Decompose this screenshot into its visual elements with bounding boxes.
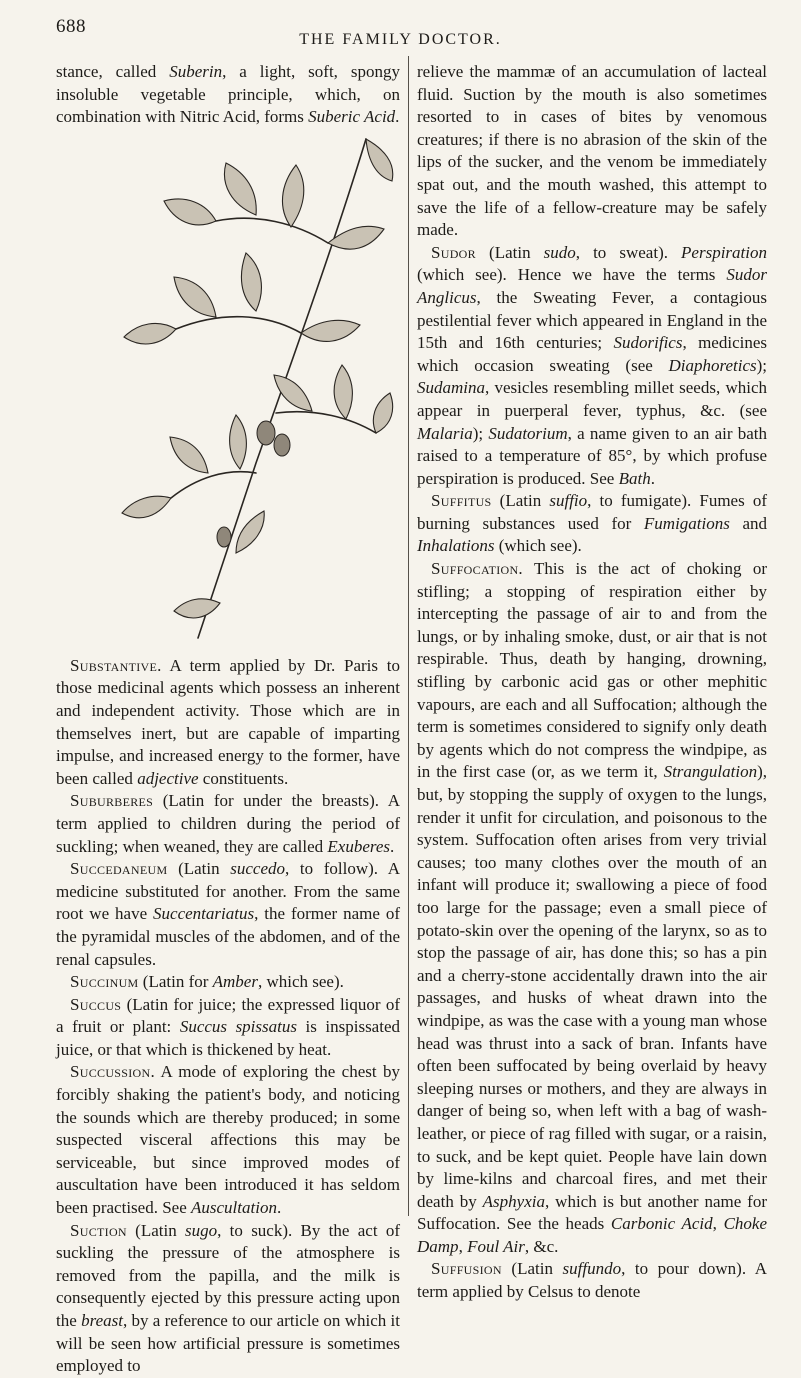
entry-suffocation: Suffocation. This is the act of choking or stifling; a stopping of respiration either by intercepting the passage of air to and from the lungs, or by inhaling smoke, dust, or air that is not respirable. Thus, death by hanging, drowning, stifling by carbonic acid gas or other mephitic vapours, are each and all Suffocation; although the term is sometimes considered to signify only death by agents which do not compress the windpipe, as in the first case (or, as we term it, Strangulation), but, by stopping the supply of oxygen to the lungs, render it unfit for circulation, and poisonous to the system. Suffocation often arises from very trivial causes; too many clothes over the mouth of an infant will produce it; swallowing a piece of food too large for the passage; even a small piece of potato-skin over the opening of the larynx, so as to stop the passage of air, has done this; so has a pin and a cherry-stone accidentally drawn into the air passages, and husks of wheat drawn into the windpipe, as was the case with a young man whose head was thrust into a sack of bran. Infants have often been suffocated by being overlaid by heavy sleeping nurses or mothers, and they are always in danger of being so, when left with a bag of wash-leather, or piece of rag filled with sugar, or a raisin, to suck, and be kept quiet. People have lain down by lime-kilns and charcoal fires, and met their death by Asphyxia, which is but another name for Suffocation. See the heads Carbonic Acid, Choke Damp, Foul Air, &c. [417, 559, 768, 1256]
entry-suffusion: Suffusion (Latin suffundo, to pour down). A term applied by Celsus to denote [417, 1259, 767, 1302]
entry-suffitus: Suffitus (Latin suffio, to fumigate). Fumes of burning substances used for Fumigations and Inhalations (which see). [417, 491, 768, 556]
running-title: THE FAMILY DOCTOR. [299, 31, 502, 48]
column-divider [408, 56, 409, 1216]
left-column [56, 61, 400, 1378]
paragraph-suberin: stance, called Suberin, a light, soft, spongy insoluble vegetable principle, which, on combination with Nitric Acid, forms Suberic Acid. [56, 62, 400, 127]
cork-oak-branch-illustration [116, 133, 400, 649]
page-number: 688 [56, 16, 86, 37]
right-column [417, 61, 767, 1304]
entry-succussion: Succussion. A mode of exploring the chest by forcibly shaking the patient's body, and noticing the sounds which are thereby produced; in some suspected visceral affections this may be serviceable, but since improved modes of auscultation have been introduced it has seldom been practised. See Auscultation. [56, 1062, 400, 1218]
entry-suburberes: Suburberes (Latin for under the breasts). A term applied to children during the period of suckling; when weaned, they are called Exuberes. [56, 791, 400, 856]
entry-succinum: Succinum (Latin for Amber, which see). [70, 972, 344, 992]
entry-substantive: Substantive. A term applied by Dr. Paris to those medicinal agents which possess an inherent and independent activity. Those which are in themselves inert, but are capable of imparting impulse, and increased energy to the former, have been called adjective constituents. [56, 655, 400, 788]
entry-succus: Succus (Latin for juice; the expressed liquor of a fruit or plant: Succus spissatus is inspissated juice, or that which is thickened by heat. [56, 994, 400, 1059]
entry-sudor: Sudor (Latin sudo, to sweat). Perspiration (which see). Hence we have the terms Sudor Anglicus, the Sweating Fever, a contagious pestilential fever which appeared in England in the 15th and 16th centuries; Sudorifics, medicines which occasion sweating (see Diaphoretics); Sudamina, vesicles resembling millet seeds, which appear in puerperal fever, typhus, &c. (see Malaria); Sudatorium, a name given to an air bath raised to a temperature of 85°, by which profuse perspiration is produced. See Bath. [417, 242, 767, 488]
paragraph-suction-continued: relieve the mammæ of an accumulation of lacteal fluid. Suction by the mouth is also sometimes resorted to in cases of bites by venomous creatures; if there is no abrasion of the skin of the lips of the sucker, and the venom be immediately spat out, and the mouth washed, this attempt to save the life of a fellow-creature may be safely made. [417, 62, 767, 240]
entry-suction: Suction (Latin sugo, to suck). By the act of suckling the pressure of the atmosphere is removed from the papilla, and the milk is consequently ejected by this pressure acting upon the breast, by a reference to our article on which it will be seen how artificial pressure is sometimes employed to [56, 1220, 400, 1376]
entry-succedaneum: Succedaneum (Latin succedo, to follow). A medicine substituted for another. From the same root we have Succentariatus, the former name of the pyramidal muscles of the abdomen, and of the renal capsules. [56, 859, 400, 969]
